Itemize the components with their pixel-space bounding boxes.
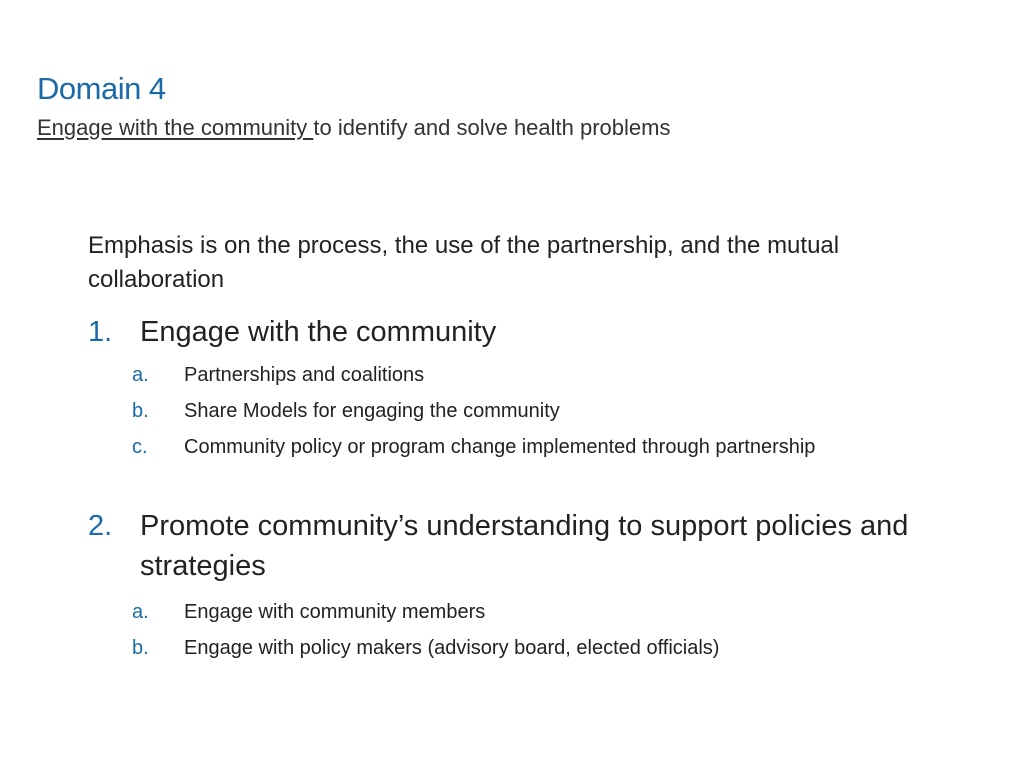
sub-item-letter: a. [132,364,149,386]
subtitle-underlined-text: Engage with the community [37,115,314,140]
sub-item-letter: b. [132,637,149,659]
sub-item-2b [132,634,992,663]
sub-item-letter: a. [132,601,149,623]
sub-item-1c [132,433,912,462]
slide-subtitle [37,113,670,143]
intro-paragraph: Emphasis is on the process, the use of the partnership, and the mutual collaboration [88,232,840,293]
list-item-number: 1. [88,316,113,348]
sub-item-text: Partnerships and coalitions [184,364,425,386]
sub-item-letter: b. [132,400,149,422]
sub-item-1b [132,397,932,426]
list-item-2 [88,506,948,586]
list-item-text: Engage with the community [140,316,497,348]
slide-title: Domain 4 [37,71,166,106]
list-item-number: 2. [88,510,113,542]
list-item-1 [88,312,968,352]
sub-item-text: Engage with policy makers (advisory board, elected officials) [184,637,720,659]
subtitle-rest-text: to identify and solve health problems [313,115,671,140]
list-item-text: Promote community’s understanding to support policies and strategies [140,510,909,582]
sub-item-2a [132,598,932,627]
sub-item-letter: c. [132,436,148,458]
sub-item-text: Community policy or program change implemented through partnership [184,436,816,458]
sub-item-text: Engage with community members [184,601,486,623]
sub-item-text: Share Models for engaging the community [184,400,560,422]
sub-item-1a [132,361,932,390]
